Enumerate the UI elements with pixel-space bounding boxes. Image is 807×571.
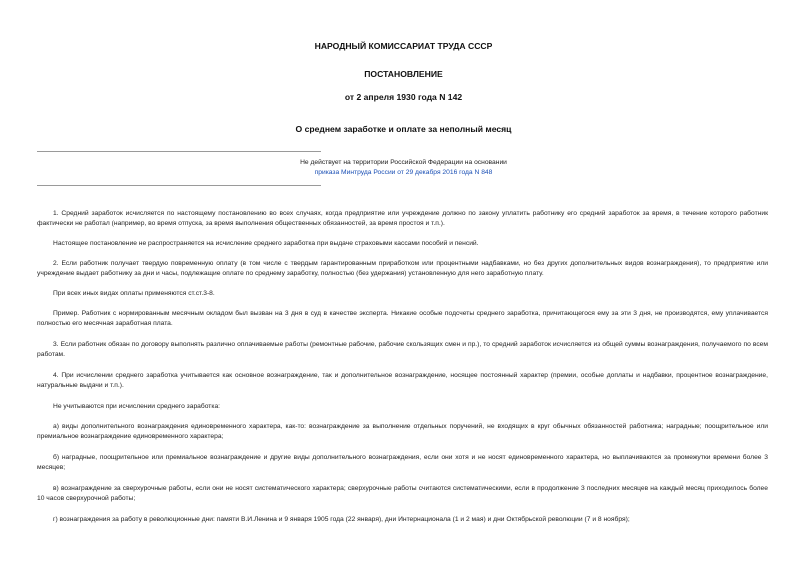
paragraph-6: 3. Если работник обязан по договору выполнять различно оплачиваемые работы (ремонтные рабочие, рабочие скользящих смен и пр.), то средний заработок исчисляется из общей суммы вознаграждения, получаемого по всем работам.: [37, 341, 768, 358]
paragraph-10: б) наградные, поощрительное или премиальное вознаграждение и другие виды дополнительного вознаграждения, если они хотя и не носят единовременного характера, но выплачиваются за промежутки времени более 3 месяцев;: [37, 454, 768, 471]
paragraph-4: При всех иных видах оплаты применяются ст.ст.3-8.: [53, 290, 215, 297]
date-number-heading: от 2 апреля 1930 года N 142: [344, 92, 463, 102]
paragraph-3: 2. Если работник получает твердую повременную оплату (в том числе с твердым гарантированным приработком или процентными надбавками, но без других дополнительных видов вознаграждения), то предприятие или учреждение выдает работнику за дни и часы, подлежащие оплате по среднему заработку, полностью (без удержания) установленную для него заработную плату.: [37, 260, 768, 277]
status-link[interactable]: приказа Минтруда России от 29 декабря 2016 года N 848: [314, 169, 493, 176]
status-link-line: [0, 168, 807, 178]
paragraph-8: Не учитываются при исчислении среднего заработка:: [53, 403, 221, 410]
issuer-heading: НАРОДНЫЙ КОМИССАРИАТ ТРУДА СССР: [314, 41, 493, 51]
paragraph-11: в) вознаграждение за сверхурочные работы, если они не носят систематического характера; сверхурочные работы считаются систематическими, если в продолжение 3 последних месяцев на каждый месяц приходилось более 10 часов сверхурочной работы;: [37, 485, 768, 502]
divider-bottom: [37, 185, 321, 186]
document-title: О среднем заработке и оплате за неполный месяц: [295, 124, 512, 134]
status-note: Не действует на территории Российской Федерации на основании: [300, 159, 507, 166]
divider-top: [37, 151, 321, 152]
paragraph-1: 1. Средний заработок исчисляется по настоящему постановлению во всех случаях, когда предприятие или учреждение должно по закону уплатить работнику его средний заработок за время, в течение которого работник фактически не работал (например, во время отпуска, за время выполнения общественных обязанностей, за время простоя и т.п.).: [37, 210, 768, 227]
paragraph-9: а) виды дополнительного вознаграждения единовременного характера, как-то: вознаграждение за выполнение отдельных поручений, не входящих в круг обычных обязанностей работника; наградные; поощрительное или премиальное вознаграждение единовременного характера;: [37, 423, 768, 440]
document-type-heading: ПОСТАНОВЛЕНИЕ: [364, 69, 443, 79]
paragraph-5: Пример. Работник с нормированным месячным окладом был вызван на 3 дня в суд в качестве эксперта. Никакие особые подсчеты среднего заработка, причитающегося ему за эти 3 дня, не производятся, ему уплачивается полностью его месячная заработная плата.: [37, 310, 768, 327]
paragraph-7: 4. При исчислении среднего заработка учитывается как основное вознаграждение, так и дополнительное вознаграждение, носящее постоянный характер (премии, особые доплаты и надбавки, процентное вознаграждение, натуральные выдачи и т.п.).: [37, 372, 768, 389]
paragraph-2: Настоящее постановление не распространяется на исчисление среднего заработка при выдаче страховыми кассами пособий и пенсий.: [53, 240, 479, 247]
paragraph-12: г) вознаграждения за работу в революционные дни: памяти В.И.Ленина и 9 января 1905 года (22 января), дни Интернационала (1 и 2 мая) и дни Октябрьской революции (7 и 8 ноября);: [53, 516, 630, 523]
